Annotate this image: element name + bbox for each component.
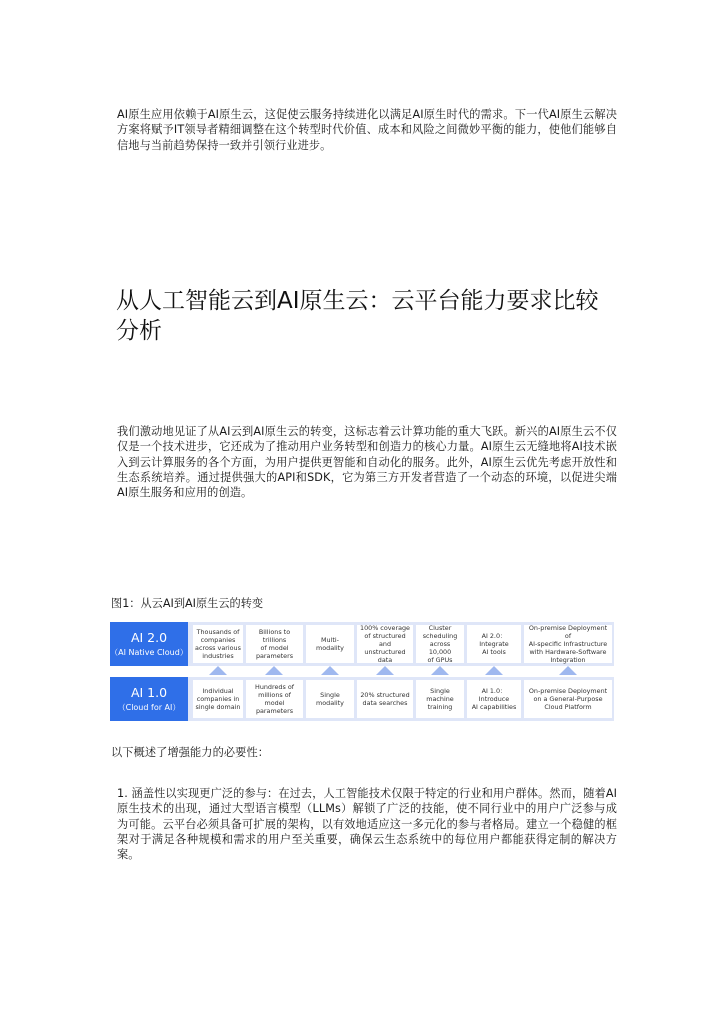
up-arrow-icon — [559, 666, 577, 675]
ai1-cell-capabilities: AI 1.0：Introduce AI capabilities — [467, 680, 521, 718]
ai2-cell-companies: Thousands of companies across various industries — [193, 625, 243, 663]
ai1-cell-training: Single machine training — [416, 680, 464, 718]
list-intro: 以下概述了增强能力的必要性： — [111, 746, 270, 759]
section-heading: 从人工智能云到AI原生云：云平台能力要求比较分析 — [116, 288, 599, 344]
ai1-cell-modality: Single modality — [306, 680, 354, 718]
ai2-cell-tools: AI 2.0：Integrate AI tools — [467, 625, 521, 663]
ai1-cell-data: 20% structured data searches — [357, 680, 413, 718]
up-arrow-icon — [209, 666, 227, 675]
ai1-cell-parameters: Hundreds of millions of model parameters — [246, 680, 303, 718]
ai1-subtitle: （Cloud for AI） — [117, 703, 181, 712]
ai1-label-box — [110, 677, 188, 721]
ai1-title: AI 1.0 — [130, 685, 168, 700]
intro-paragraph: AI原生应用依赖于AI原生云，这促使云服务持续进化以满足AI原生时代的需求。下一代AI原生云解决方案将赋予IT领导者精细调整在这个转型时代价值、成本和风险之间微妙平衡的能力，使他们能够自信地与当前趋势保持一致并引领行业进步。 — [117, 108, 617, 152]
ai2-title: AI 2.0 — [130, 630, 168, 645]
transition-paragraph: 我们激动地见证了从AI云到AI原生云的转变，这标志着云计算功能的重大飞跃。新兴的AI原生云不仅仅是一个技术进步，它还成为了推动用户业务转型和创造力的核心力量。AI原生云无缝地将AI技术嵌入到云计算服务的各个方面，为用户提供更智能和自动化的服务。此外，AI原生云优先考虑开放性和生态系统培养。通过提供强大的API和SDK，它为第三方开发者营造了一个动态的环境，以促进尖端AI原生服务和应用的创造。 — [117, 425, 617, 500]
up-arrow-icon — [485, 666, 503, 675]
up-arrow-icon — [321, 666, 339, 675]
transition-diagram — [108, 618, 614, 723]
ai1-cell-deployment: On-premise Deployment on a General-Purpose Cloud Platform — [524, 680, 612, 718]
up-arrow-icon — [431, 666, 449, 675]
ai2-cell-modality: Multi-modality — [306, 625, 354, 663]
up-arrow-icon — [265, 666, 283, 675]
ai2-cell-training: Cluster scheduling across 10,000 of GPUs — [416, 625, 464, 663]
ai2-cell-parameters: Billions to trillions of model parameters — [246, 625, 303, 663]
ai2-label-box — [110, 622, 188, 666]
point-1-paragraph: 1. 涵盖性以实现更广泛的参与：在过去，人工智能技术仅限于特定的行业和用户群体。然而，随着AI原生技术的出现，通过大型语言模型（LLMs）解锁了广泛的技能，使不同行业中的用户广泛参与成为可能。云平台必须具备可扩展的架构，以有效地适应这一多元化的参与者格局。建立一个稳健的框架对于满足各种规模和需求的用户至关重要，确保云生态系统中的每位用户都能获得定制的解决方案。 — [117, 787, 617, 862]
up-arrow-icon — [376, 666, 394, 675]
ai1-cell-companies: Individual companies in single domain — [193, 680, 243, 718]
ai2-cell-data: 100% coverage of structured and unstructured data — [357, 625, 413, 663]
figure-caption: 图1：从云AI到AI原生云的转变 — [111, 597, 264, 610]
ai2-cell-deployment: On-premise Deployment of AI-specific Infrastructure with Hardware-Software Integration — [524, 625, 612, 663]
ai2-subtitle: （AI Native Cloud） — [110, 648, 188, 657]
